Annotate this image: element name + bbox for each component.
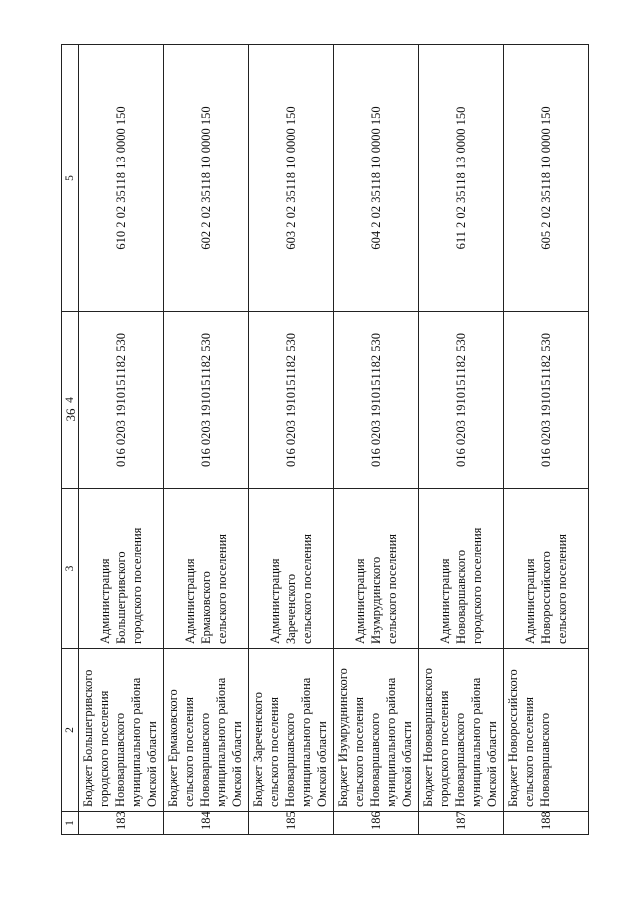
row-number: 187 [419,812,504,835]
administrator-line: Администрация [268,558,282,644]
administrator-cell [504,489,589,649]
administrator-cell [164,489,249,649]
table-row [419,45,504,835]
administrator-line: Нововаршавского [454,549,468,644]
administrator-cell [419,489,504,649]
budget-name-line: муниципального района [299,677,313,807]
budget-name-line: Омской области [315,721,329,807]
budget-name-line: Нововаршавского [538,712,552,807]
revenue-code-cell: 605 2 02 35118 10 0000 150 [504,45,589,312]
administrator-cell [249,489,334,649]
budget-name-line: Омской области [485,721,499,807]
table-row [164,45,249,835]
revenue-code-cell: 610 2 02 35118 13 0000 150 [79,45,164,312]
administrator-line: Зареченского [284,573,298,644]
administrator-line: Администрация [183,558,197,644]
header-row [62,45,79,835]
budget-name-line: Бюджет Нововаршавского [421,667,435,807]
budget-name-line: сельского поселения [267,696,281,807]
budget-name-cell [249,649,334,812]
budget-name-line: Омской области [145,721,159,807]
expense-code-cell: 016 0203 1910151182 530 [164,312,249,489]
col-header-3: 3 [62,489,79,649]
budget-name-line: сельского поселения [352,696,366,807]
budget-name-line: Омской области [230,721,244,807]
budget-name-cell [419,649,504,812]
administrator-line: Администрация [438,558,452,644]
revenue-code-cell: 602 2 02 35118 10 0000 150 [164,45,249,312]
rotated-table-wrapper [61,45,569,835]
administrator-line: сельского поселения [555,533,569,644]
administrator-line: Администрация [353,558,367,644]
expense-code-cell: 016 0203 1910151182 530 [79,312,164,489]
row-number: 183 [79,812,164,835]
budget-name-line: сельского поселения [522,696,536,807]
administrator-line: Новороссийского [539,551,553,644]
budget-name-line: муниципального района [469,677,483,807]
administrator-line: Администрация [523,558,537,644]
budget-name-cell [79,649,164,812]
budget-name-cell [334,649,419,812]
table-row [504,45,589,835]
administrator-cell [79,489,164,649]
budget-name-cell [164,649,249,812]
revenue-code-cell: 604 2 02 35118 10 0000 150 [334,45,419,312]
budget-name-line: Бюджет Новороссийского [506,669,520,807]
administrator-cell [334,489,419,649]
expense-code-cell: 016 0203 1910151182 530 [419,312,504,489]
budget-name-line: городского поселения [97,690,111,807]
administrator-line: сельского поселения [300,533,314,644]
col-header-1: 1 [62,812,79,835]
expense-code-cell: 016 0203 1910151182 530 [504,312,589,489]
budget-name-line: городского поселения [437,690,451,807]
table-header [62,45,79,835]
revenue-code-cell: 611 2 02 35118 13 0000 150 [419,45,504,312]
administrator-line: Большегривского [114,551,128,644]
table-row [334,45,419,835]
row-number: 184 [164,812,249,835]
administrator-line: городского поселения [470,527,484,644]
administrator-line: Администрация [98,558,112,644]
budget-name-line: сельского поселения [182,696,196,807]
row-number: 186 [334,812,419,835]
administrator-line: сельского поселения [385,533,399,644]
budget-name-line: Бюджет Ермаковского [166,689,180,807]
administrator-line: городского поселения [130,527,144,644]
row-number: 185 [249,812,334,835]
budget-name-line: муниципального района [384,677,398,807]
expense-code-cell: 016 0203 1910151182 530 [334,312,419,489]
table-row [249,45,334,835]
col-header-4: 4 [62,312,79,489]
page-number: 36 [63,408,78,422]
expense-code-cell: 016 0203 1910151182 530 [249,312,334,489]
budget-name-line: Омской области [400,721,414,807]
budget-table [61,44,589,835]
budget-name-line: Бюджет Изумруднинского [336,668,350,807]
budget-name-line: Нововаршавского [453,712,467,807]
budget-name-line: Нововаршавского [283,712,297,807]
budget-name-line: муниципального района [129,677,143,807]
budget-name-line: Бюджет Зареченского [251,692,265,807]
row-number: 188 [504,812,589,835]
table-body [79,45,589,835]
administrator-line: Ермаковского [199,571,213,644]
budget-name-line: Нововаршавского [198,712,212,807]
budget-name-line: Нововаршавского [368,712,382,807]
table-row [79,45,164,835]
budget-name-line: Бюджет Большегривского [81,669,95,807]
administrator-line: Изумрудинского [369,556,383,644]
col-header-5: 5 [62,45,79,312]
revenue-code-cell: 603 2 02 35118 10 0000 150 [249,45,334,312]
budget-name-line: муниципального района [214,677,228,807]
budget-name-line: Нововаршавского [113,712,127,807]
budget-name-cell [504,649,589,812]
col-header-2: 2 [62,649,79,812]
administrator-line: сельского поселения [215,533,229,644]
